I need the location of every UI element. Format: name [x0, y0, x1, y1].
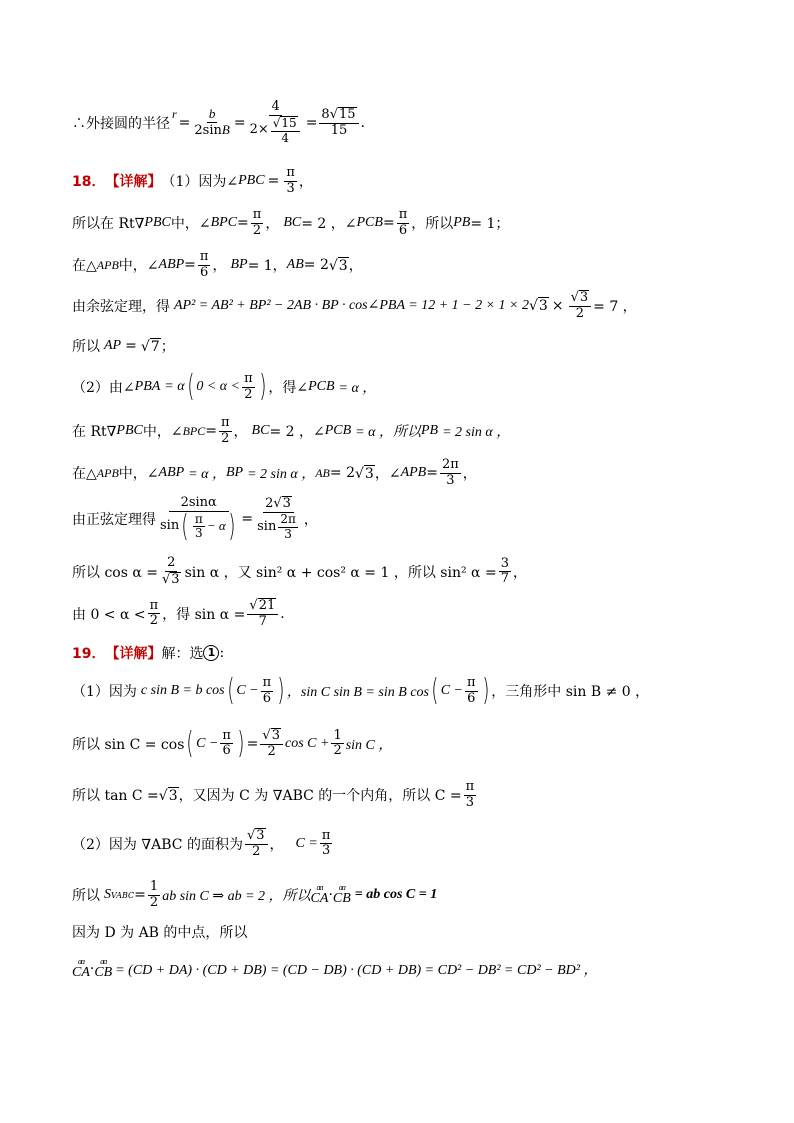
- circumradius-line: ∴外接圆的半径 r = $\frac{b}{2\sin B}$ = 4 2× √ 15 4 = 8 √ 15 15 .: [72, 99, 365, 145]
- q19-part2: （2）因为 ∇ABC 的面积为 √ 3 2 ， C = $\frac{\pi}{3}$: [72, 827, 331, 859]
- q18-line-11: 所以 cos α = 2 √ 3 sin α ，又 sin² α + cos² α = 1 ，所以 sin² α = $\frac{3}{7}$ ，: [72, 555, 527, 587]
- q19-line-15: 所以 sin C = cos ( C − $\frac{\pi}{6}$ ) = √ 3 2 cos C + $\frac{1}{2}$ sin C ，: [72, 725, 393, 761]
- q19-vector-line: ɑɑ CA · ɑɑ CB = (CD + DA) · (CD + DB) = (CD − DB) · (CD + DB) = CD² − DB² = CD² − BD² ，: [72, 957, 598, 980]
- sine-law-line: 由正弦定理得 2sinα sin ( $\frac{\pi}{3}$ − α ) = 2 √ 3 sin $\frac{2\pi}{3}$ ，: [72, 495, 318, 544]
- q18-line-8: 在 Rt∇ PBC 中，∠ BPC = $\frac{\pi}{2}$ ， BC = 2 ，∠ PCB = α ，所以 PB = 2 sin α ，: [72, 415, 511, 446]
- cosine-law-line: 由余弦定理，得 AP² = AB² + BP² − 2AB · BP · cos∠PBA = 12 + 1 − 2 × 1 × 2 √ 3 × √ 3 2 = 7 ，: [72, 290, 637, 321]
- q18-final: 由 0 < α < $\frac{\pi}{2}$ ，得 sin α = √ 21 7 .: [72, 597, 285, 629]
- q18-line-3: 所以在 Rt∇ PBC 中，∠ BPC = $\frac{\pi}{2}$ ， BC = 2 ，∠ PCB = $\frac{\pi}{6}$ ，所以 PB = 1；: [72, 207, 510, 238]
- q19-line-14: （1）因为 c sin B = b cos ( C − $\frac{\pi}{6}$ ) ，sin C sin B = sin B cos ( C − $\frac{\pi}{6}$ ) ，三角形中 sin B ≠ 0 ，: [72, 673, 650, 709]
- q18-part2-line: （2）由∠ PBA = α ( 0 < α < $\frac{\pi}{2}$ ) ，得∠ PCB = α ，: [72, 369, 377, 405]
- fraction-result: 8 √ 15 15: [319, 107, 358, 139]
- q18-heading: 18． 【详解】 （1）因为∠ PBC = $\frac{\pi}{3}$ ，: [72, 165, 313, 196]
- q19-line-16: 所以 tan C = √ 3 ，又因为 C 为 ∇ABC 的一个内角，所以 C = $\frac{\pi}{3}$: [72, 779, 475, 810]
- q19-heading: 19． 【详解】 解：选 1 :: [72, 645, 225, 662]
- fraction-b-over-2sinB: $\frac{b}{2\sin B}$: [194, 105, 230, 138]
- option-1-icon: 1: [203, 645, 219, 661]
- q19-area-line: 所以 S VABC = $\frac{1}{2}$ ab sin C ⇒ ab = 2 ，所以 ɑɑ CA · ɑɑ CB = ab cos C = 1: [72, 879, 438, 910]
- q18-line-9: 在△ APB 中，∠ ABP = α ， BP = 2 sin α ， AB = 2 √ 3 ，∠ APB = $\frac{2\pi}{3}$ ，: [72, 457, 477, 488]
- q19-midpoint: 因为 D 为 AB 的中点，所以: [72, 925, 248, 941]
- q18-line-4: 在△ APB 中，∠ ABP = $\frac{\pi}{6}$ ， BP = 1， AB = 2 √ 3 ，: [72, 249, 363, 280]
- q18-result-ap: 所以 AP = √ 7 ；: [72, 338, 175, 355]
- fraction-4-over: 4 2× √ 15 4: [248, 100, 304, 146]
